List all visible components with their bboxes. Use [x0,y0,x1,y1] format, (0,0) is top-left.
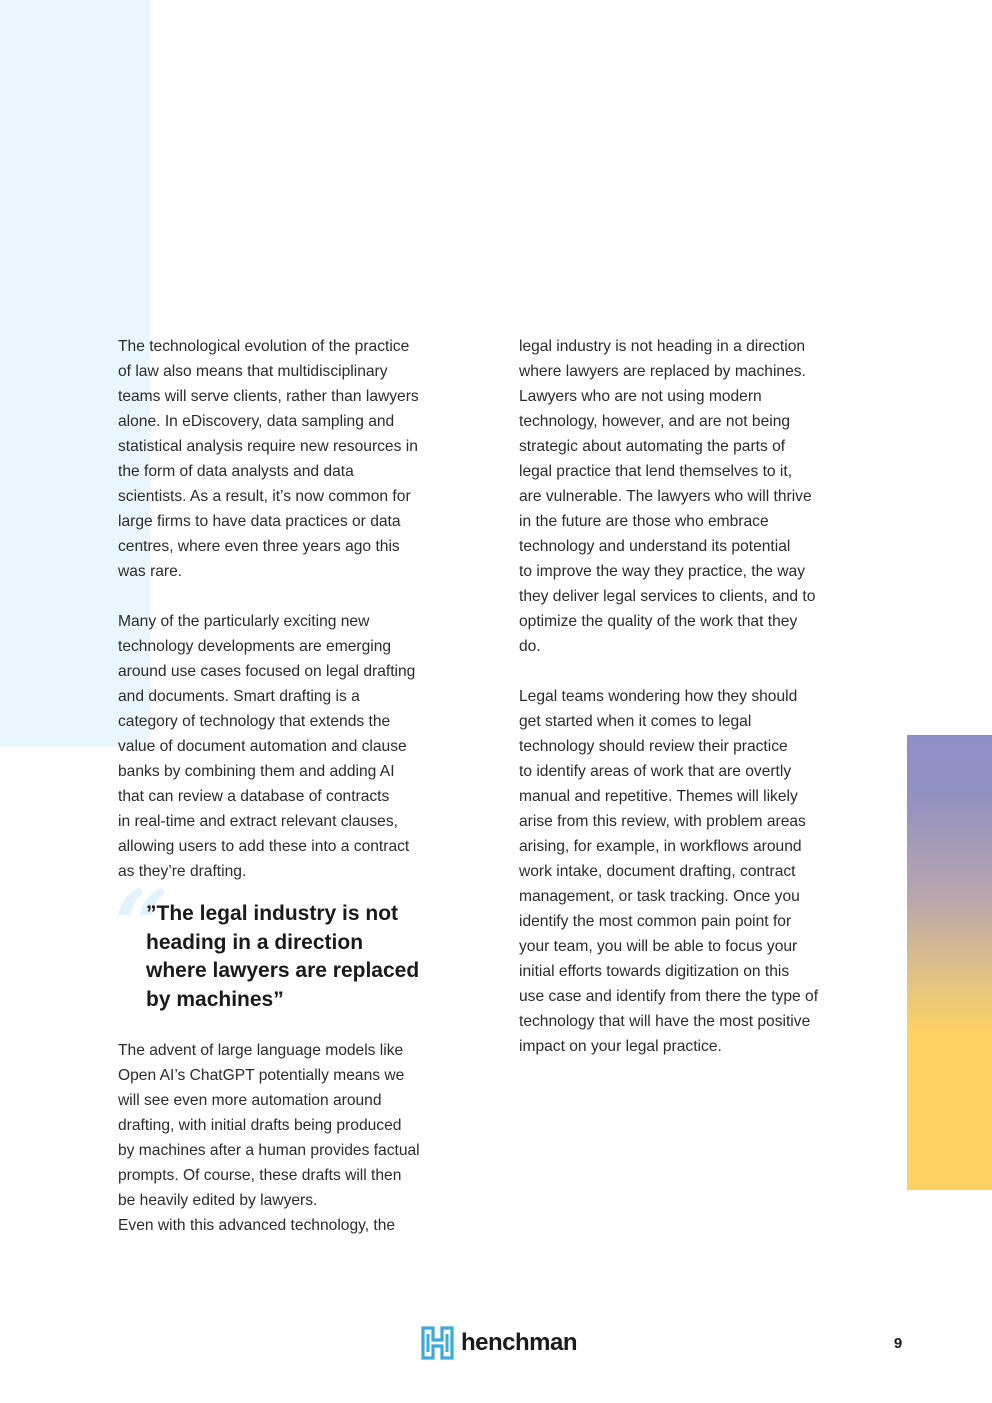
pull-quote-text: ”The legal industry is not heading in a direction where lawyers are replaced by machines” [146,902,420,1011]
left-paragraph-3: The advent of large language models like Open AI’s ChatGPT potentially means we will see even more automation around drafting, with initial drafts being produced by machines after a human provides factual prompts. Of course, these drafts will then be heavily edited by lawyers. Even with this advanced technology, the [118,1042,420,1234]
left-column [114,334,473,1238]
left-paragraph-1: The technological evolution of the practice of law also means that multidisciplinary teams will serve clients, rather than lawyers alone. In eDiscovery, data sampling and statistical analysis require new resources in the form of data analysts and data scientists. As a result, it’s now common for large firms to have data practices or data centres, where even three years ago this was rare. [118,338,419,580]
background-gradient-bar [907,735,992,1190]
right-paragraph-2: Legal teams wondering how they should get started when it comes to legal technology should review their practice to identify areas of work that are overtly manual and repetitive. Themes will likely arise from this review, with problem areas arising, for example, in workflows around work intake, document drafting, contract management, or task tracking. Once you identify the most common pain point for your team, you will be able to focus your initial efforts towards digitization on this use case and identify from there the type of technology that will have the most positive impact on your legal practice. [519,688,819,1055]
quote-mark-icon: “ [114,869,170,982]
pull-quote [114,869,473,1014]
henchman-logo-text: henchman [461,1329,578,1356]
henchman-logo [420,1325,577,1361]
paragraph-gap [118,584,473,609]
right-paragraph-1: legal industry is not heading in a direction where lawyers are replaced by machines. Lawyers who are not using modern technology, however, and are not being strategic about automating the parts of legal practice that lend themselves to it, are vulnerable. The lawyers who will thrive in the future are those who embrace technology and understand its potential to improve the way they practice, the way they deliver legal services to clients, and to optimize the quality of the work that they do. [519,338,816,655]
paragraph-gap [519,659,879,684]
henchman-logo-icon [420,1325,455,1361]
left-paragraph-2: Many of the particularly exciting new technology developments are emerging around use cases focused on legal drafting and documents. Smart drafting is a category of technology that extends the value of document automation and clause banks by combining them and adding AI that can review a database of contracts in real-time and extract relevant clauses, allowing users to add these into a contract as they’re drafting. [118,613,416,880]
right-column [519,334,879,1059]
page-number: 9 [893,1335,903,1352]
